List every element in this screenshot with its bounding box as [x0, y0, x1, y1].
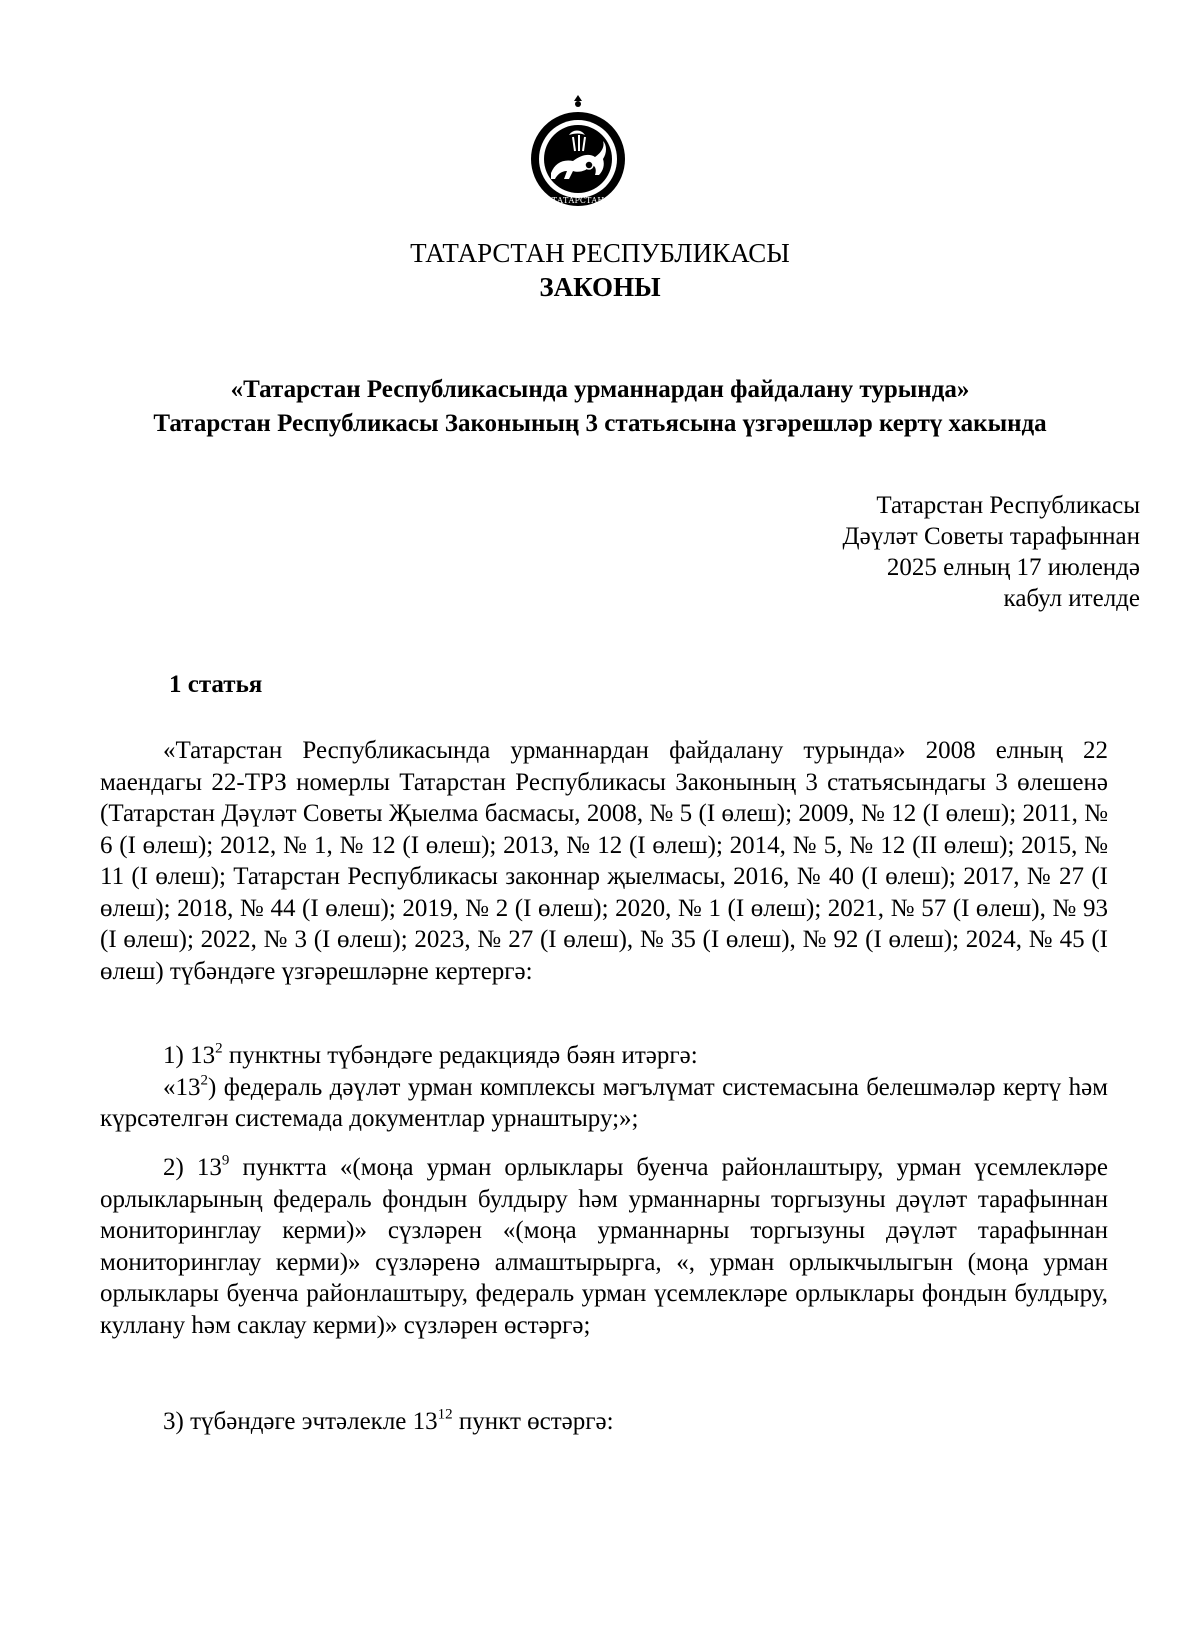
article-intro-text: «Татарстан Республикасында урманнардан файдалану турында» 2008 елның 22 маендагы 22-ТРЗ номерлы Татарстан Республикасы Законының 3 статьясындагы 3 өлешенә (Татарстан Дәүләт Советы Җыелма басмасы, 2008, № 5 (I өлеш); 2009, № 12 (I өлеш); 2011, № 6 (I өлеш); 2012, № 1, № 12 (I өлеш); 2013, № 12 (I өлеш); 2014, № 5, № 12 (II өлеш); 2015, № 11 (I өлеш); Татарстан Республикасы законнар җыелмасы, 2016, № 40 (I өлеш); 2017, № 27 (I өлеш); 2018, № 44 (I өлеш); 2019, № 2 (I өлеш); 2020, № 1 (I өлеш); 2021, № 57 (I өлеш), № 93 (I өлеш); 2022, № 3 (I өлеш); 2023, № 27 (I өлеш), № 35 (I өлеш), № 92 (I өлеш); 2024, № 45 (I өлеш) түбәндәге үзгәрешләрне кертергә:: [100, 737, 1108, 985]
adoption-line-3: 2025 елның 17 июлендә: [886, 554, 1140, 581]
law-label: ЗАКОНЫ: [539, 272, 661, 302]
coat-of-arms-emblem: [529, 95, 627, 213]
item-1-quote: «$13^2$) федераль дәүләт урман комплексы мәгълүмат системасына белешмәләр кертү һәм күрсәтелгән системада документлар урнаштыру;»;: [100, 1072, 1108, 1132]
article-heading: 1 статья: [169, 671, 263, 698]
item-3: [100, 1406, 1108, 1438]
law-title-line-2: Татарстан Республикасы Законының 3 статьясына үзгәрешләр кертү хакында: [153, 410, 1047, 437]
adoption-line-4: кабул ителде: [1003, 585, 1140, 612]
item-2-text: 2) $13^9$ пунктта «(моңа урман орлыклары буенча районлаштыру, урман үсемлекләре орлыкларының федераль фондын булдыру һәм урманнарны торгызуны дәүләт тарафыннан мониторинглау керми)» сүзләрен «(моңа урманнарны торгызуны дәүләт тарафыннан мониторинглау керми)» сүзләренә алмаштырырга, «, урман орлыкчылыгын (моңа урман орлыклары буенча районлаштыру, федераль урман үсемлекләре орлыклары фондын булдыру, куллану һәм саклау керми)» сүзләрен өстәргә;: [100, 1152, 1109, 1339]
republic-name: ТАТАРСТАН РЕСПУБЛИКАСЫ: [410, 238, 790, 268]
item-2: [100, 1152, 1108, 1341]
item-1: [100, 1040, 1108, 1135]
law-title-line-1: «Татарстан Республикасында урманнардан файдалану турында»: [230, 376, 970, 403]
svg-text:ТАТАРСТАН: ТАТАРСТАН: [551, 196, 605, 205]
adoption-line-2: Дәүләт Советы тарафыннан: [842, 523, 1140, 550]
adoption-note: [843, 490, 1140, 614]
law-title: [0, 373, 1200, 441]
item-3-text: 3) түбәндәге эчтәлекле $13^{12}$ пункт өстәргә:: [163, 1406, 614, 1435]
article-intro: [100, 735, 1108, 987]
item-1-text: 1) $13^2$ пунктны түбәндәге редакциядә бәян итәргә:: [163, 1040, 698, 1069]
adoption-line-1: Татарстан Республикасы: [876, 492, 1140, 519]
